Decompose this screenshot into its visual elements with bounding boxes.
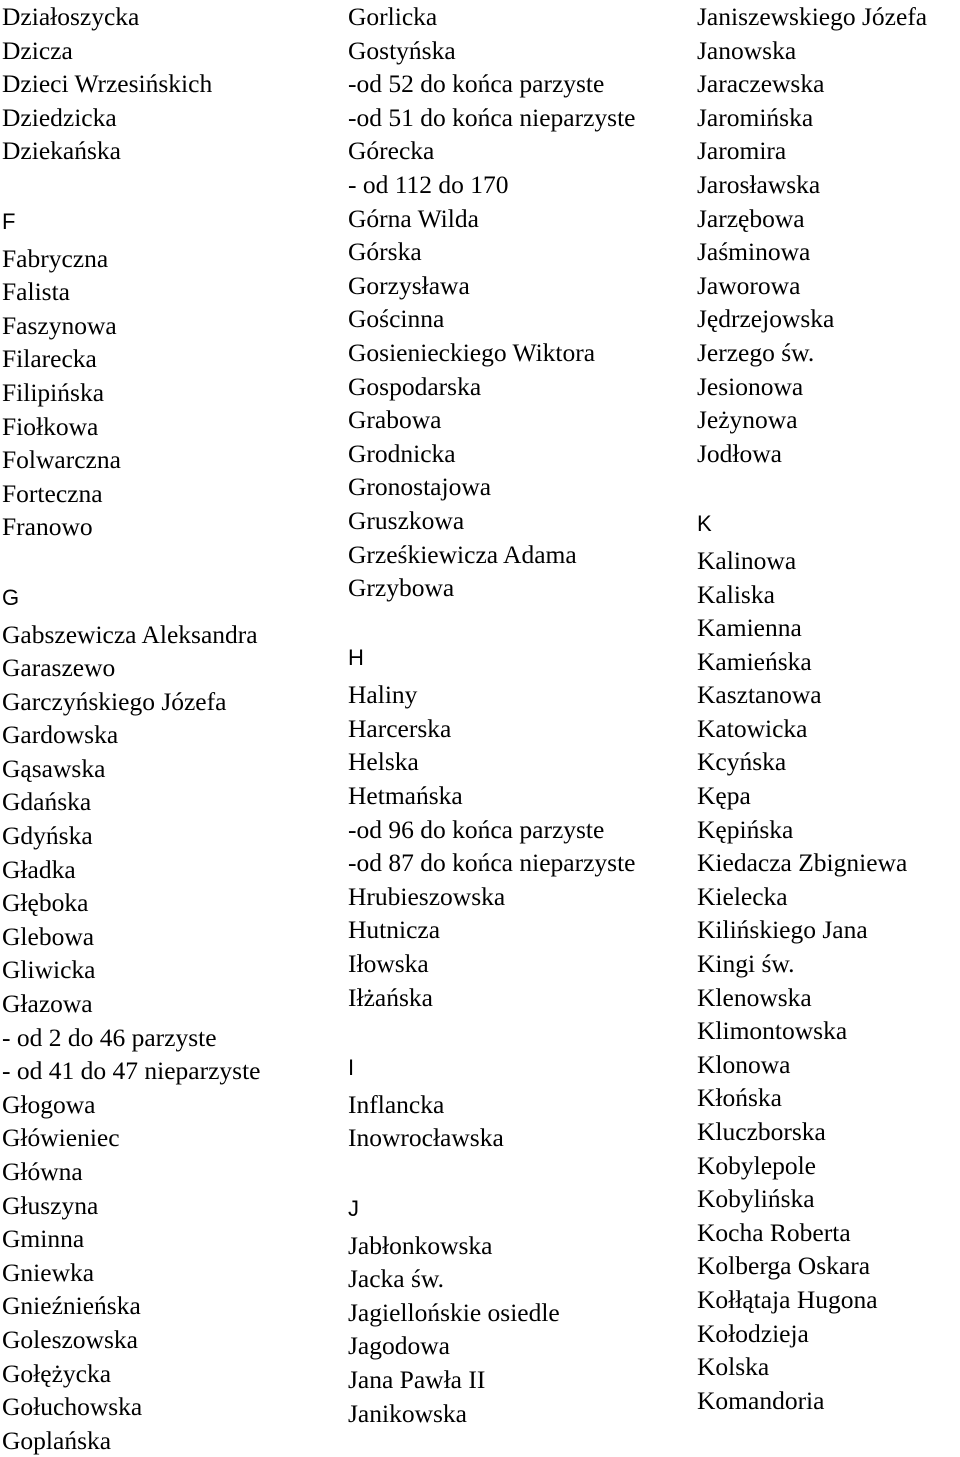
section-letter-heading: G xyxy=(2,584,20,610)
street-name: Górna Wilda xyxy=(348,203,479,233)
section-letter-heading: K xyxy=(697,510,712,536)
street-name: Goleszowska xyxy=(2,1324,138,1354)
street-name: Jarzębowa xyxy=(697,203,805,233)
street-name: Gostyńska xyxy=(348,35,456,65)
street-name: Kamienna xyxy=(697,613,802,643)
street-name: Jaśminowa xyxy=(697,237,811,267)
street-name: Janikowska xyxy=(348,1398,467,1428)
street-name: Głazowa xyxy=(2,989,93,1019)
street-name: Fabryczna xyxy=(2,243,109,273)
street-name: Komandoria xyxy=(697,1385,825,1415)
street-name: Inflancka xyxy=(348,1089,445,1119)
street-name: Dziekańska xyxy=(2,136,121,166)
street-name: Kłońska xyxy=(697,1083,782,1113)
street-name: Kilińskiego Jana xyxy=(697,915,868,945)
street-name: Jagiellońskie osiedle xyxy=(348,1297,560,1327)
street-name: Katowicka xyxy=(697,713,808,743)
house-number-range: -od 51 do końca nieparzyste xyxy=(348,102,636,132)
street-name: Franowo xyxy=(2,512,93,542)
section-spacer xyxy=(2,168,342,202)
street-name: Dzicza xyxy=(2,35,73,65)
street-name: Faszynowa xyxy=(2,310,117,340)
street-name: Gniewka xyxy=(2,1257,95,1287)
street-name: Dzieci Wrzesińskich xyxy=(2,69,213,99)
street-name: Gruszkowa xyxy=(348,505,465,535)
street-name: Jesionowa xyxy=(697,371,804,401)
street-name: Forteczna xyxy=(2,478,103,508)
street-name: Główieniec xyxy=(2,1123,120,1153)
house-number-range: - od 112 do 170 xyxy=(348,169,509,199)
street-name: Gąsawska xyxy=(2,753,106,783)
street-name: Klonowa xyxy=(697,1049,791,1079)
street-name: Iłowska xyxy=(348,949,429,979)
street-name: Gdyńska xyxy=(2,821,93,851)
street-name: Kaliska xyxy=(697,579,775,609)
street-name: Działoszycka xyxy=(2,2,140,31)
street-column-3 xyxy=(697,0,960,1417)
section-letter-heading: J xyxy=(348,1195,359,1221)
street-name: Gdańska xyxy=(2,787,92,817)
street-name: Klenowska xyxy=(697,982,812,1012)
street-name: Garaszewo xyxy=(2,653,116,683)
section-spacer xyxy=(348,1014,693,1048)
street-name: Gnieźnieńska xyxy=(2,1291,141,1321)
street-name: Kępa xyxy=(697,781,751,811)
street-name: Kobylepole xyxy=(697,1150,816,1180)
street-name: Grodnicka xyxy=(348,438,456,468)
house-number-range: -od 96 do końca parzyste xyxy=(348,814,605,844)
street-name: Gorlicka xyxy=(348,2,438,31)
street-name: Janiszewskiego Józefa xyxy=(697,2,928,31)
street-name: Kielecka xyxy=(697,881,788,911)
street-name: Jagodowa xyxy=(348,1331,450,1361)
street-name: Kingi św. xyxy=(697,949,795,979)
house-number-range: -od 87 do końca nieparzyste xyxy=(348,848,636,878)
section-spacer xyxy=(697,470,960,504)
street-name: Grześkiewicza Adama xyxy=(348,539,577,569)
street-name: Gospodarska xyxy=(348,371,482,401)
street-name: Kołodzieja xyxy=(697,1318,809,1348)
street-name: Jana Pawła II xyxy=(348,1364,486,1394)
street-name: Jaromińska xyxy=(697,102,814,132)
street-name: Gardowska xyxy=(2,720,119,750)
street-name: Folwarczna xyxy=(2,445,121,475)
street-name: Kalinowa xyxy=(697,545,797,575)
street-name: Jaworowa xyxy=(697,270,801,300)
street-name: Jacka św. xyxy=(348,1264,445,1294)
street-name: Górska xyxy=(348,237,422,267)
street-name: Kluczborska xyxy=(697,1117,826,1146)
section-letter-heading: H xyxy=(348,645,364,671)
street-name: Goplańska xyxy=(2,1425,112,1455)
street-name: Kocha Roberta xyxy=(697,1217,851,1247)
street-name: Kępińska xyxy=(697,814,794,844)
street-name: Kasztanowa xyxy=(697,680,822,710)
street-name: Gminna xyxy=(2,1224,85,1254)
street-name: Fiołkowa xyxy=(2,411,99,441)
section-letter-heading: I xyxy=(348,1054,355,1080)
house-number-range: - od 2 do 46 parzyste xyxy=(2,1022,217,1052)
street-name: Klimontowska xyxy=(697,1016,848,1046)
street-name: Gosienieckiego Wiktora xyxy=(348,337,596,367)
street-name: Gołuchowska xyxy=(2,1392,143,1422)
section-spacer xyxy=(348,605,693,639)
house-number-range: - od 41 do 47 nieparzyste xyxy=(2,1056,261,1086)
street-name: Gabszewicza Aleksandra xyxy=(2,619,258,649)
street-name: Kiedacza Zbigniewa xyxy=(697,848,908,878)
street-column-2 xyxy=(348,0,693,1430)
street-name: Kobylińska xyxy=(697,1184,815,1214)
street-name: Gronostajowa xyxy=(348,472,492,502)
house-number-range: -od 52 do końca parzyste xyxy=(348,69,605,99)
street-name: Jaromira xyxy=(697,136,787,166)
street-name: Dziedzicka xyxy=(2,102,117,132)
street-name: Garczyńskiego Józefa xyxy=(2,686,227,716)
street-name: Kołłątaja Hugona xyxy=(697,1284,878,1314)
section-spacer xyxy=(2,544,342,578)
street-name: Gościnna xyxy=(348,304,445,334)
street-name: Głęboka xyxy=(2,888,89,918)
street-name: Grzybowa xyxy=(348,573,455,603)
street-name: Jabłonkowska xyxy=(348,1230,493,1260)
street-name: Jarosławska xyxy=(697,169,821,199)
street-name: Harcerska xyxy=(348,713,452,743)
street-name: Hetmańska xyxy=(348,781,463,811)
street-name: Hrubieszowska xyxy=(348,881,506,911)
street-name: Jaraczewska xyxy=(697,69,825,99)
street-name: Inowrocławska xyxy=(348,1123,504,1153)
street-name: Główna xyxy=(2,1157,83,1186)
street-name: Gołężycka xyxy=(2,1358,112,1388)
street-name: Jerzego św. xyxy=(697,337,815,367)
street-name: Kolska xyxy=(697,1352,770,1382)
street-name: Iłżańska xyxy=(348,982,433,1012)
street-name: Filipińska xyxy=(2,377,105,407)
street-name: Filarecka xyxy=(2,344,97,374)
street-name: Helska xyxy=(348,747,419,777)
street-name: Głuszyna xyxy=(2,1190,99,1220)
street-name: Kamieńska xyxy=(697,646,812,676)
street-name: Kolberga Oskara xyxy=(697,1251,871,1281)
street-name: Jędrzejowska xyxy=(697,304,835,334)
street-name: Haliny xyxy=(348,680,418,710)
street-name: Jeżynowa xyxy=(697,405,798,435)
section-letter-heading: F xyxy=(2,208,16,234)
street-name: Głogowa xyxy=(2,1089,96,1119)
street-name: Kcyńska xyxy=(697,747,787,777)
street-name: Gliwicka xyxy=(2,955,96,985)
street-name: Glebowa xyxy=(2,921,95,951)
street-name: Gorzysława xyxy=(348,270,470,300)
street-name: Grabowa xyxy=(348,405,442,435)
street-name: Hutnicza xyxy=(348,915,441,945)
street-column-1 xyxy=(2,0,342,1457)
street-name: Gładka xyxy=(2,854,76,884)
street-name: Jodłowa xyxy=(697,438,782,468)
street-name: Janowska xyxy=(697,35,797,65)
street-name: Falista xyxy=(2,277,70,307)
section-spacer xyxy=(348,1155,693,1189)
street-name: Górecka xyxy=(348,136,435,166)
